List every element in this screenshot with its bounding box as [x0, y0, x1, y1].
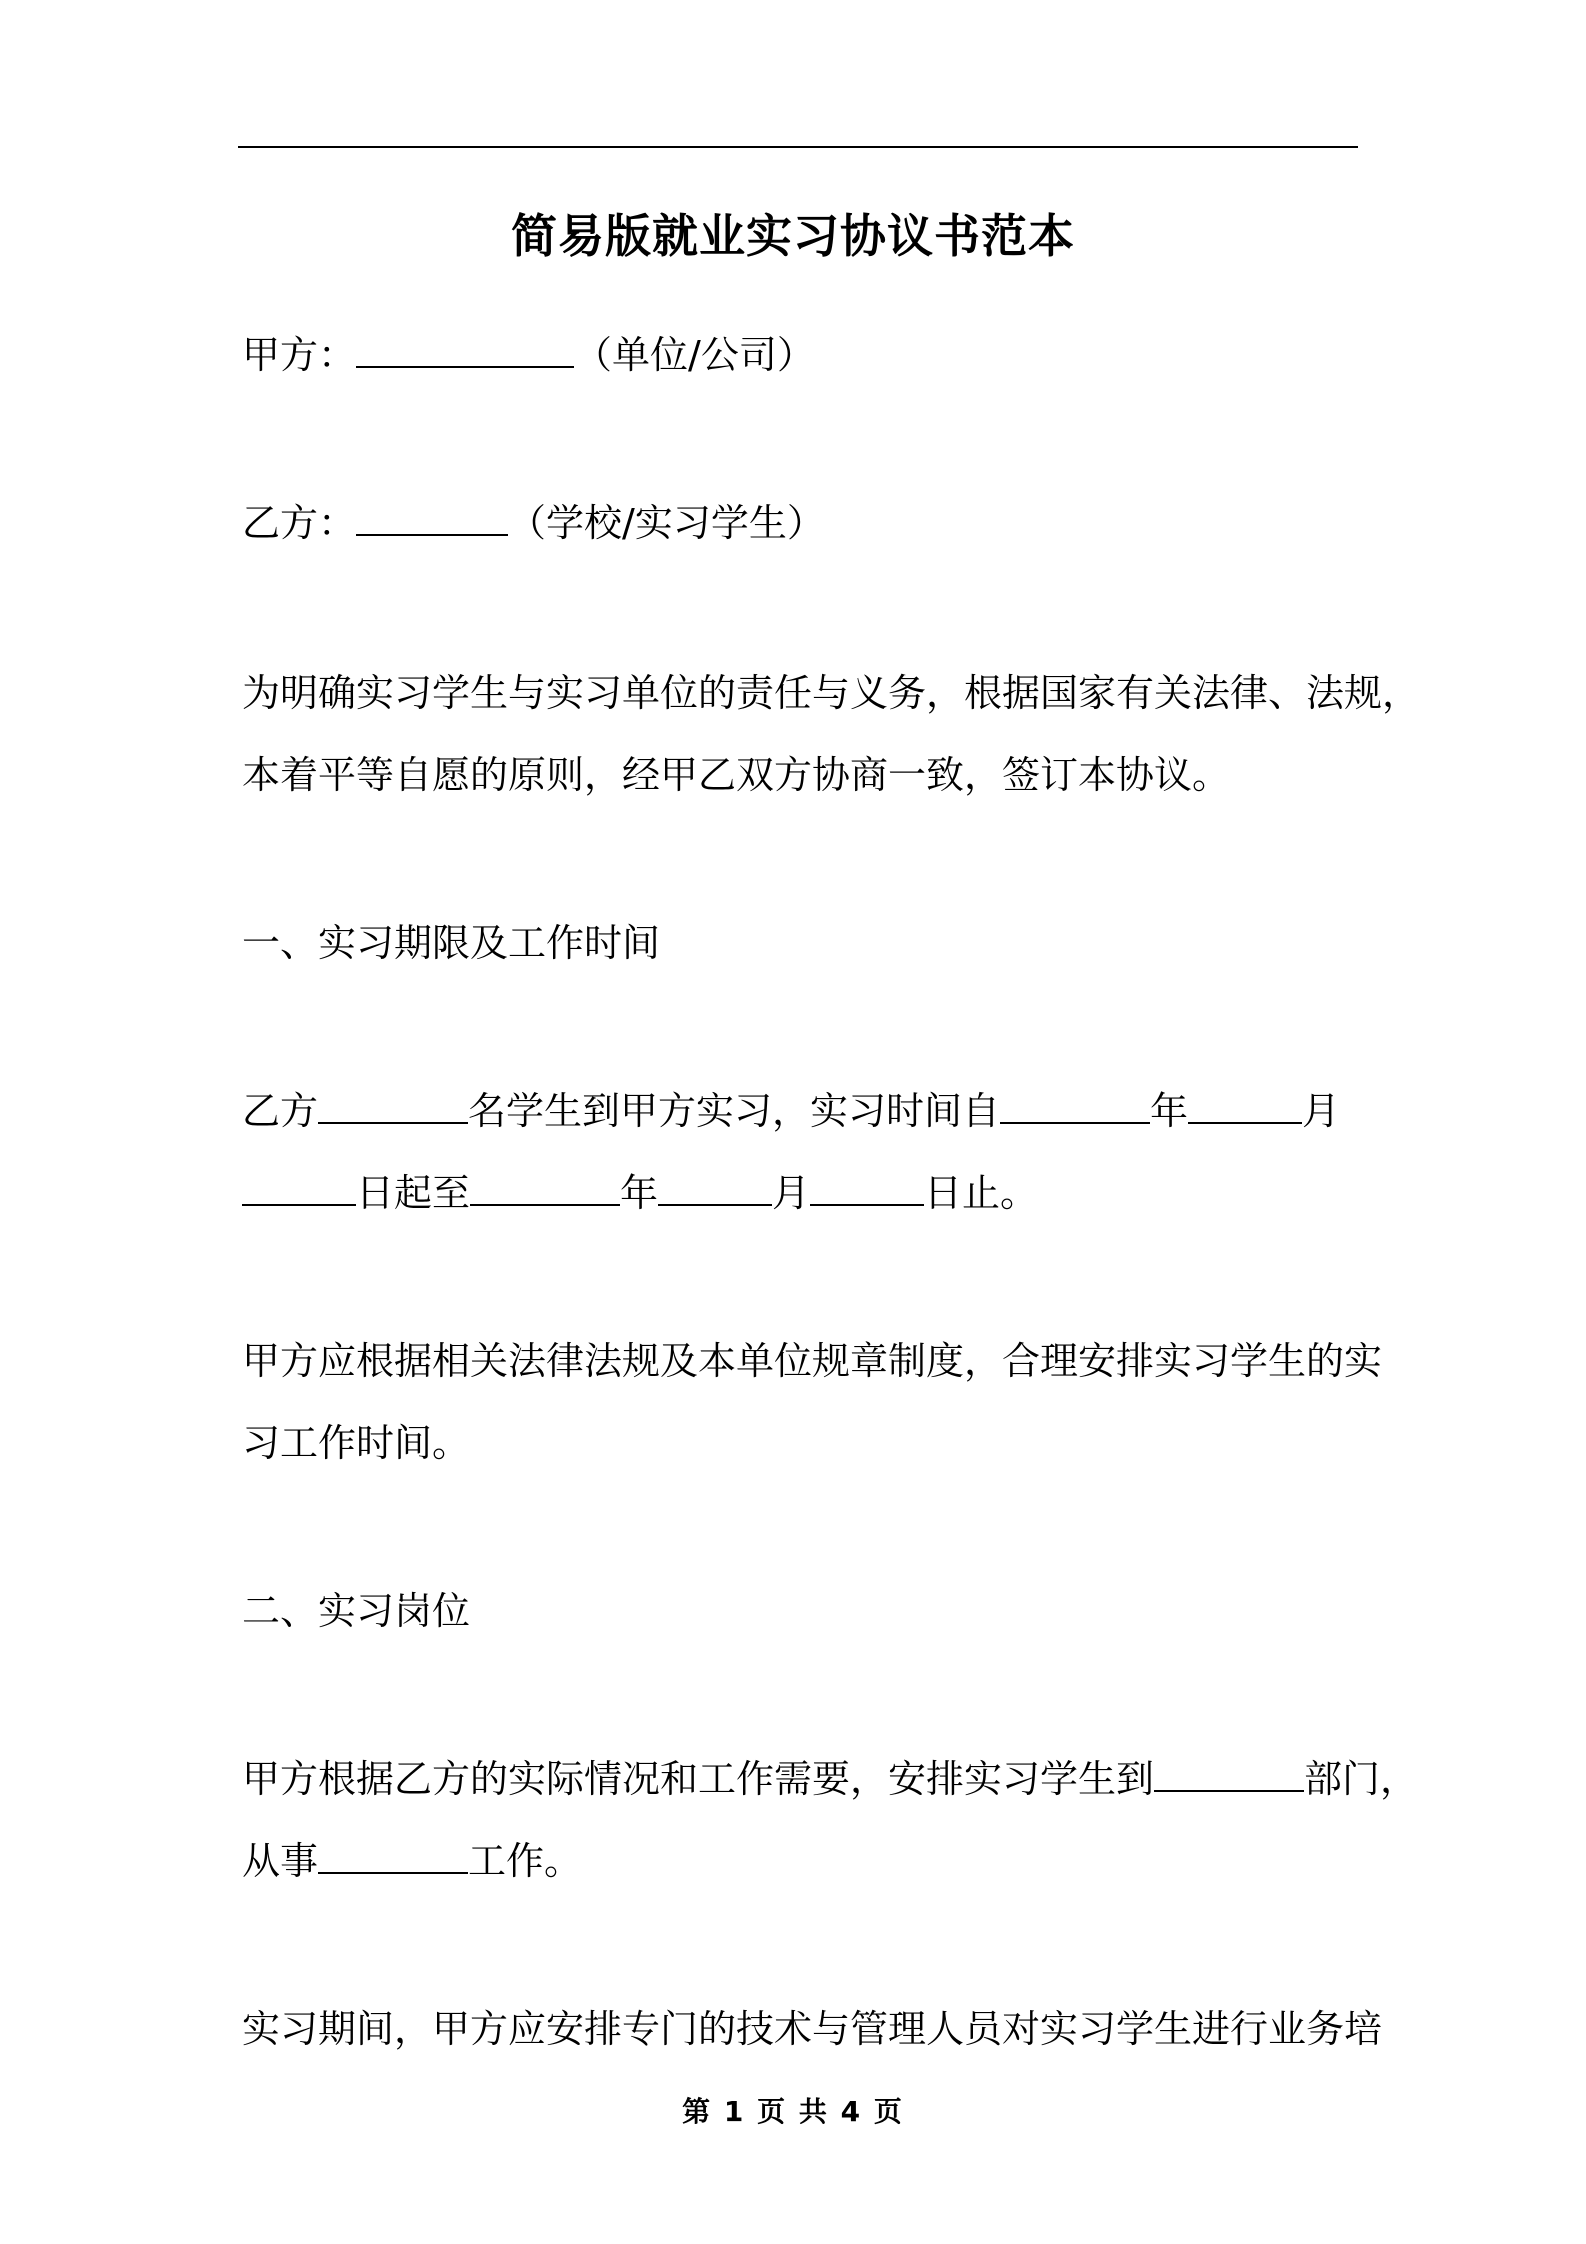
job-blank — [318, 1836, 468, 1874]
text-segment: 工作。 — [468, 1839, 583, 1883]
party-b-label: 乙方： — [242, 501, 357, 545]
page-number: 第 1 页 共 4 页 — [682, 2095, 904, 2128]
section-1-p1-line-1 — [242, 1086, 1340, 1136]
text-segment: 甲方根据乙方的实际情况和工作需要，安排实习学生到 — [242, 1757, 1155, 1801]
start-month-blank — [1188, 1086, 1302, 1124]
section-2-heading: 二、实习岗位 — [242, 1589, 471, 1633]
party-b-line — [242, 498, 825, 548]
text-segment: 名学生到甲方实习，实习时间自 — [468, 1089, 1001, 1133]
end-year-blank — [470, 1168, 620, 1206]
end-month-blank — [658, 1168, 772, 1206]
text-segment: 部门， — [1304, 1757, 1419, 1801]
intro-line-1: 为明确实习学生与实习单位的责任与义务，根据国家有关法律、法规， — [242, 671, 1421, 715]
text-segment: 月 — [1302, 1089, 1341, 1133]
student-count-blank — [318, 1086, 468, 1124]
text-segment: 乙方 — [242, 1089, 319, 1133]
section-1-p1-line-2 — [242, 1168, 1038, 1218]
party-a-label: 甲方： — [242, 333, 357, 377]
section-2-p2-line-1: 实习期间，甲方应安排专门的技术与管理人员对实习学生进行业务培 — [242, 2007, 1383, 2051]
start-day-blank — [242, 1168, 356, 1206]
header-rule — [238, 146, 1358, 148]
section-2-p1-line-1 — [242, 1754, 1418, 1804]
section-1-heading: 一、实习期限及工作时间 — [242, 921, 661, 965]
party-a-line — [242, 330, 815, 380]
party-b-suffix: （学校/实习学生） — [508, 501, 825, 545]
end-day-blank — [810, 1168, 924, 1206]
text-segment: 年 — [1150, 1089, 1189, 1133]
section-1-p2-line-1: 甲方应根据相关法律法规及本单位规章制度，合理安排实习学生的实 — [242, 1339, 1383, 1383]
section-2-p1-line-2 — [242, 1836, 582, 1886]
party-b-blank — [356, 498, 508, 536]
text-segment: 年 — [620, 1171, 659, 1215]
start-year-blank — [1000, 1086, 1150, 1124]
section-1-p2-line-2: 习工作时间。 — [242, 1421, 471, 1465]
document-title: 简易版就业实习协议书范本 — [511, 209, 1075, 263]
party-a-blank — [356, 330, 574, 368]
party-a-suffix: （单位/公司） — [574, 333, 815, 377]
text-segment: 日起至 — [356, 1171, 471, 1215]
department-blank — [1154, 1754, 1304, 1792]
text-segment: 日止。 — [924, 1171, 1039, 1215]
intro-line-2: 本着平等自愿的原则，经甲乙双方协商一致，签订本协议。 — [242, 753, 1231, 797]
text-segment: 从事 — [242, 1839, 319, 1883]
text-segment: 月 — [772, 1171, 811, 1215]
